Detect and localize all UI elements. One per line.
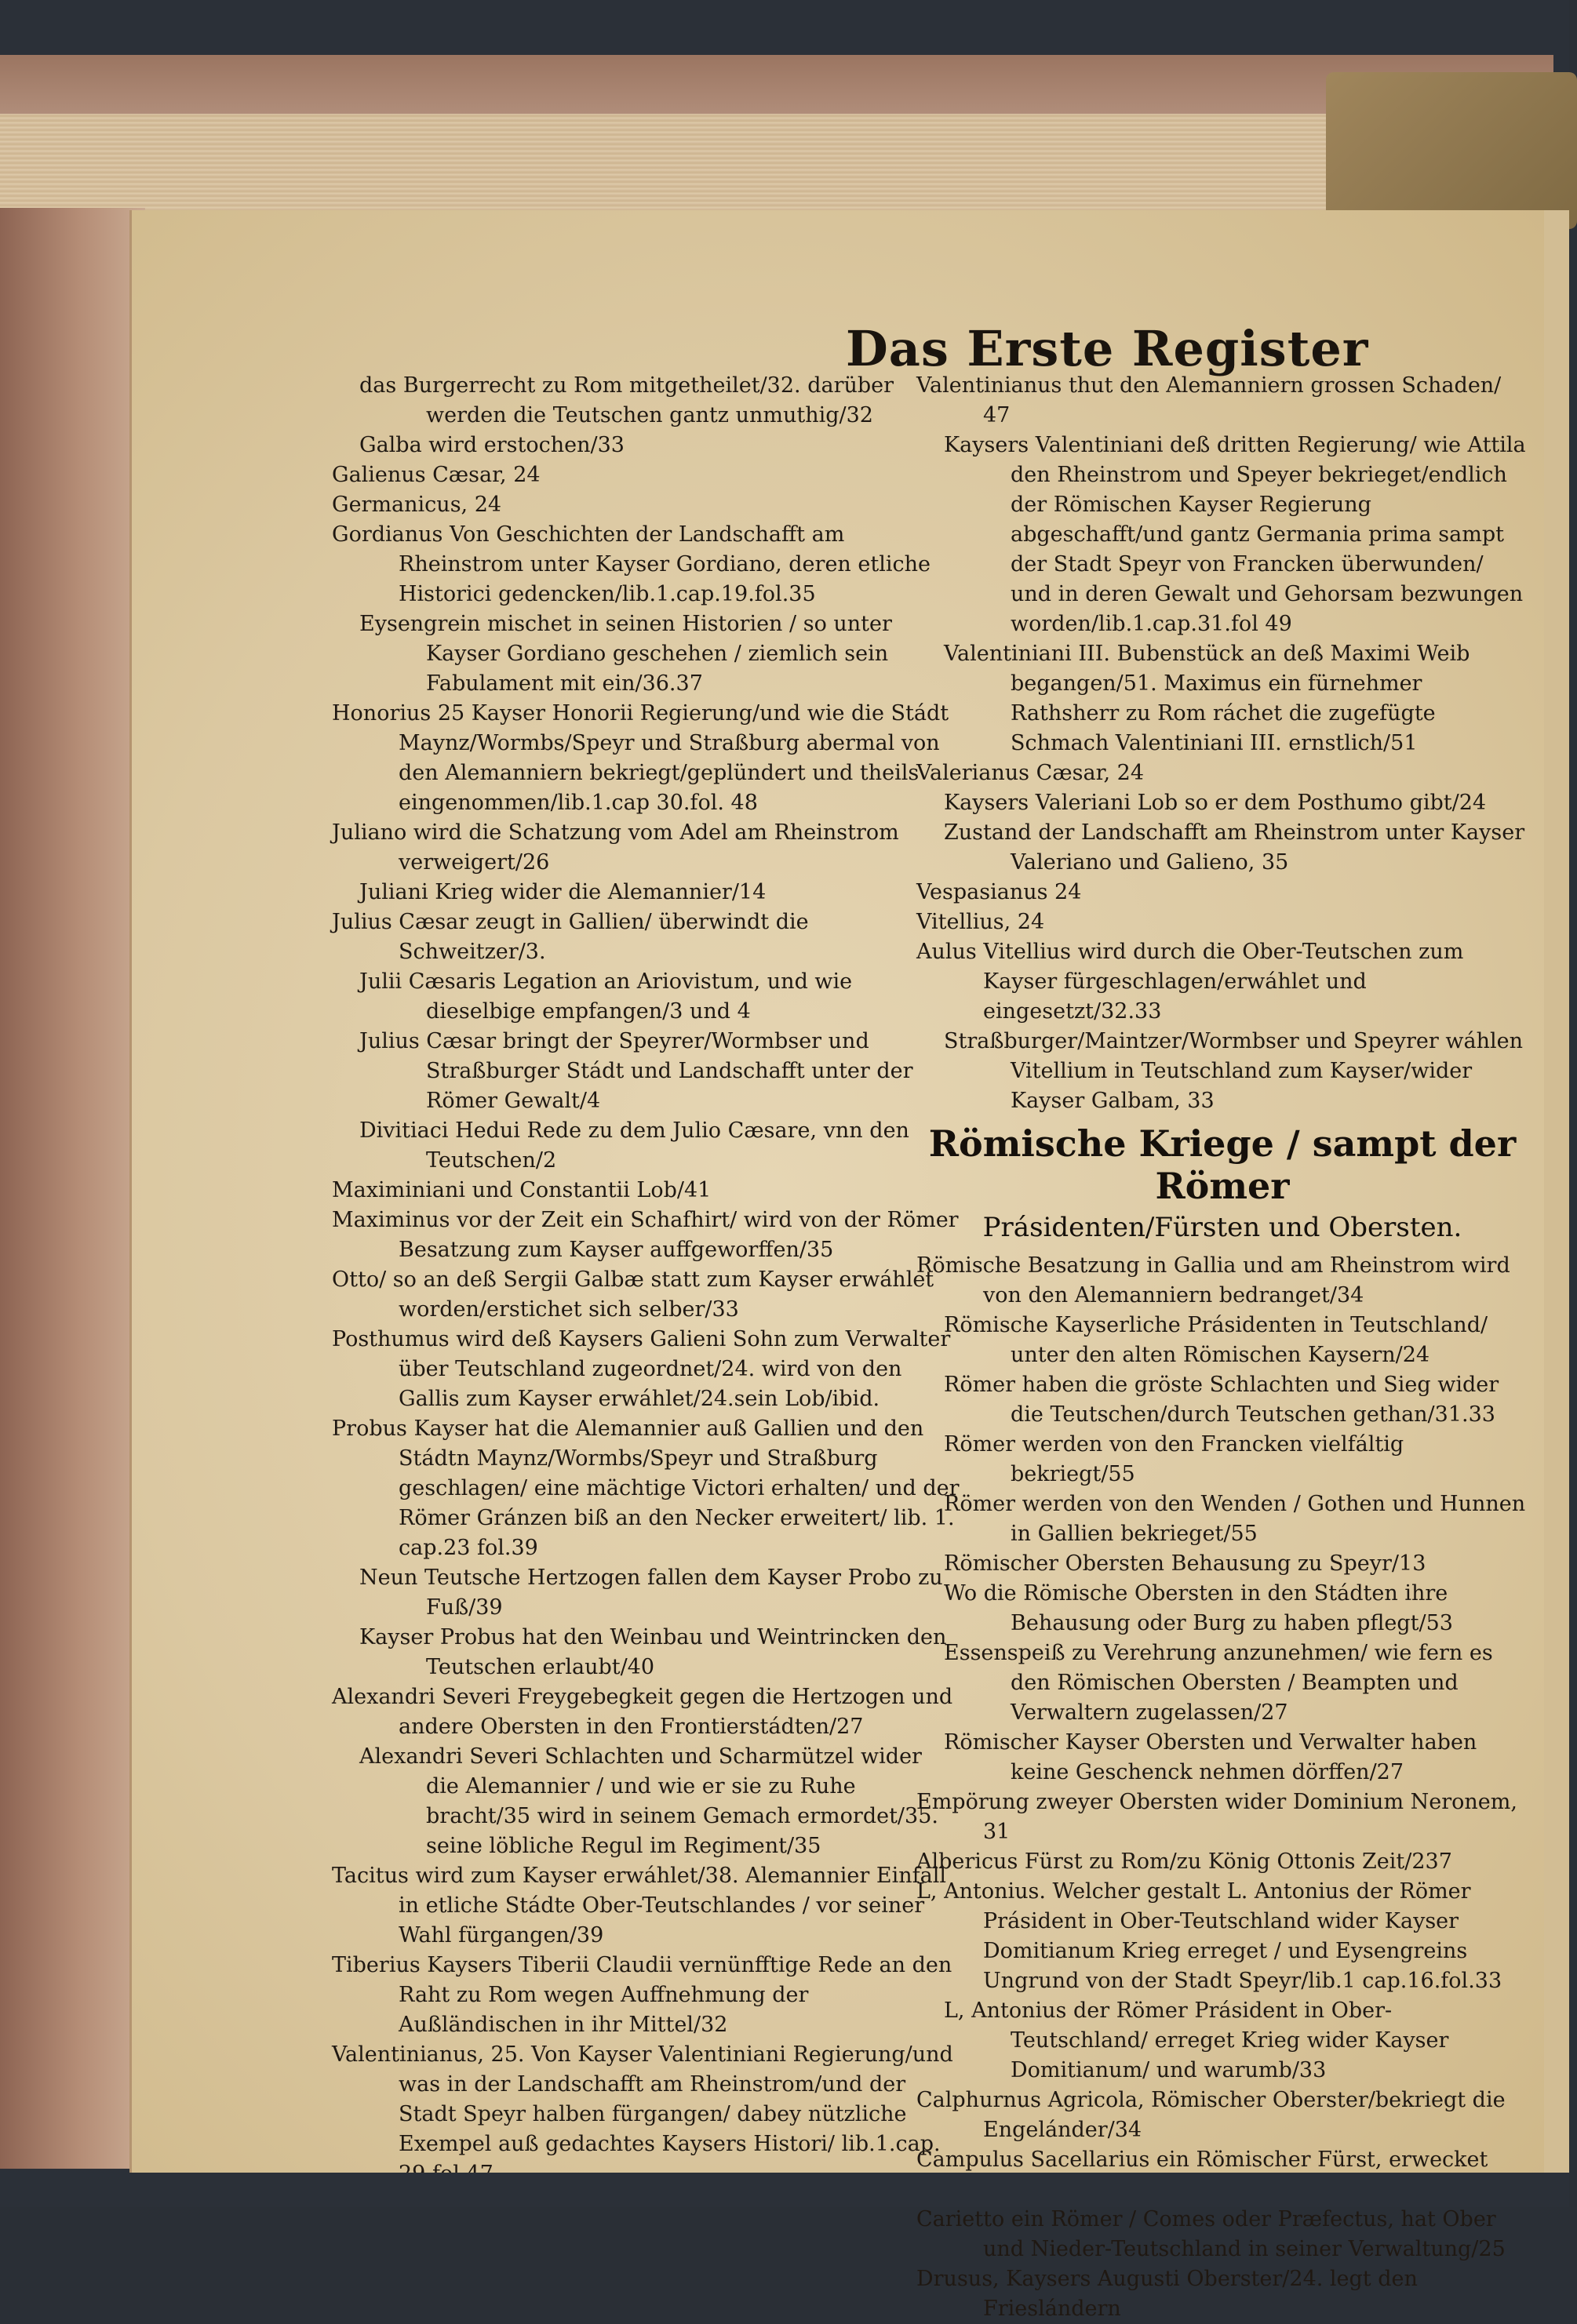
index-entry: Juliano wird die Schatzung vom Adel am Rheinstrom verweigert/26	[332, 820, 899, 875]
index-entry: Julius Cæsar zeugt in Gallien/ überwindt die Schweitzer/3.	[332, 910, 809, 964]
index-entry: Alexandri Severi Freygebegkeit gegen die Hertzogen und andere Obersten in den Frontierstádten/27	[332, 1685, 953, 1739]
index-entry: Empörung zweyer Obersten wider Dominium Neronem, 31	[916, 1790, 1517, 1844]
book-block-left	[0, 208, 145, 2169]
index-entry: Römische Besatzung in Gallia und am Rheinstrom wird von den Alemanniern bedranget/34	[916, 1253, 1510, 1307]
index-entry: Julii Cæsaris Legation an Ariovistum, und wie dieselbige empfangen/3 und 4	[359, 969, 853, 1024]
index-entry: Straßburger/Maintzer/Wormbser und Speyrer wáhlen Vitellium in Teutschland zum Kayser/wider Kayser Galbam, 33	[944, 1029, 1523, 1113]
right-column-bottom	[916, 1251, 1528, 2324]
index-entry: Valentiniani III. Bubenstück an deß Maximi Weib begangen/51. Maximus ein fürnehmer Rathsherr zu Rom ráchet die zugefügte Schmach Valentiniani III. ernstlich/51	[944, 642, 1470, 755]
index-entry: Posthumus wird deß Kaysers Galieni Sohn zum Verwalter über Teutschland zugeordnet/24. wird von den Gallis zum Kayser erwáhlet/24.sein Lob/ibid.	[332, 1327, 951, 1411]
book-spine	[1326, 72, 1577, 229]
index-entry: Galienus Cæsar, 24	[332, 463, 541, 487]
index-entry: Kaysers Valentiniani deß dritten Regierung/ wie Attila den Rheinstrom und Speyer bekrieget/endlich der Römischen Kayser Regierung abgeschafft/und gantz Germania prima sampt der Stadt Speyr von Francken überwunden/ und in deren Gewalt und Gehorsam bezwungen worden/lib.1.cap.31.fol 49	[944, 433, 1526, 636]
index-entry: das Burgerrecht zu Rom mitgetheilet/32. darüber werden die Teutschen gantz unmuthig/32	[359, 373, 894, 427]
bottom-edge	[0, 2173, 1569, 2207]
index-entry: Carietto ein Römer / Comes oder Præfectus, hat Ober und Nieder-Teutschland in seiner Verwaltung/25	[916, 2207, 1506, 2261]
section-subtitle: Prásidenten/Fürsten und Obersten.	[982, 1212, 1462, 1243]
index-entry: Honorius 25 Kayser Honorii Regierung/und wie die Stádt Maynz/Wormbs/Speyr und Straßburg abermal von den Alemanniern bekriegt/geplündert und theils eingenommen/lib.1.cap 30.fol. 48	[332, 701, 949, 815]
index-entry: Juliani Krieg wider die Alemannier/14	[359, 880, 767, 904]
index-entry: Zustand der Landschafft am Rheinstrom unter Kayser Valeriano und Galieno, 35	[944, 820, 1525, 875]
right-column	[916, 371, 1528, 2324]
index-entry: Tacitus wird zum Kayser erwáhlet/38. Alemannier Einfall in etliche Stádte Ober-Teutschlandes / vor seiner Wahl fürgangen/39	[332, 1864, 946, 1948]
index-entry: Eysengrein mischet in seinen Historien / so unter Kayser Gordiano geschehen / ziemlich sein Fabulament mit ein/36.37	[359, 612, 892, 696]
index-entry: Aulus Vitellius wird durch die Ober-Teutschen zum Kayser fürgeschlagen/erwáhlet und eingesetzt/32.33	[916, 940, 1464, 1024]
index-entry: L, Antonius. Welcher gestalt L. Antonius der Römer Prásident in Ober-Teutschland wider Kayser Domitianum Krieg erreget / und Eysengreins Ungrund von der Stadt Speyr/lib.1 cap.16.fol.33	[916, 1879, 1502, 1993]
index-entry: Galba wird erstochen/33	[359, 433, 625, 457]
index-entry: Wo die Römische Obersten in den Stádten ihre Behausung oder Burg zu haben pflegt/53	[944, 1581, 1453, 1635]
index-entry: Kayser Probus hat den Weinbau und Weintrincken den Teutschen erlaubt/40	[359, 1625, 947, 1679]
left-column	[332, 371, 960, 2189]
index-entry: Drusus, Kaysers Augusti Oberster/24. legt den Frieslándern	[916, 2267, 1418, 2321]
index-entry: Divitiaci Hedui Rede zu dem Julio Cæsare, vnn den Teutschen/2	[359, 1118, 909, 1173]
index-entry: Albericus Fürst zu Rom/zu König Ottonis Zeit/237	[916, 1849, 1452, 1874]
index-entry: Maximiniani und Constantii Lob/41	[332, 1178, 712, 1202]
index-entry: Neun Teutsche Hertzogen fallen dem Kayser Probo zu Fuß/39	[359, 1566, 943, 1620]
index-entry: Römer haben die gröste Schlachten und Sieg wider die Teutschen/durch Teutschen gethan/31.33	[944, 1373, 1499, 1427]
section-title: Römische Kriege / sampt der Römer	[928, 1122, 1517, 1207]
index-entry: Tiberius Kaysers Tiberii Claudii vernünfftige Rede an den Raht zu Rom wegen Auffnehmung der Außländischen in ihr Mittel/32	[332, 1953, 952, 2037]
index-entry: Maximinus vor der Zeit ein Schafhirt/ wird von der Römer Besatzung zum Kayser auffgeworffen/35	[332, 1208, 959, 1262]
index-entry: Probus Kayser hat die Alemannier auß Gallien und den Stádtn Maynz/Wormbs/Speyr und Straßburg geschlagen/ eine mächtige Victori erhalten/ und der Römer Gránzen biß an den Necker erweitert/ lib. 1. cap.23 fol.39	[332, 1417, 960, 1560]
index-entry: Otto/ so an deß Sergii Galbæ statt zum Kayser erwáhlet worden/erstichet sich selber/33	[332, 1267, 934, 1322]
index-entry: Gordianus Von Geschichten der Landschafft am Rheinstrom unter Kayser Gordiano, deren etliche Historici gedencken/lib.1.cap.19.fol.35	[332, 522, 931, 606]
index-entry: Essenspeiß zu Verehrung anzunehmen/ wie fern es den Römischen Obersten / Beampten und Verwaltern zugelassen/27	[944, 1641, 1493, 1725]
index-entry: Valentinianus, 25. Von Kayser Valentiniani Regierung/und was in der Landschafft am Rheinstrom/und der Stadt Speyr halben fürgangen/ dabey nützliche Exempel auß gedachtes Kaysers Histori/ lib.1.cap.	[332, 2042, 953, 2156]
index-entry: L, Antonius der Römer Prásident in Ober-Teutschland/ erreget Krieg wider Kayser Domitianum/ und warumb/33	[944, 1998, 1449, 2082]
index-entry: Germanicus, 24	[332, 493, 502, 517]
index-entry: Alexandri Severi Schlachten und Scharmützel wider die Alemannier / und wie er sie zu Ruhe bracht/35 wird in seinem Gemach ermordet/35. seine löbliche Regul im Regiment/35	[359, 1744, 938, 1858]
index-entry: Römer werden von den Francken vielfáltig bekriegt/55	[944, 1432, 1404, 1486]
right-column-top	[916, 371, 1528, 1116]
register-page	[129, 210, 1544, 2321]
index-entry: Valentinianus thut den Alemanniern grossen Schaden/ 47	[916, 373, 1502, 427]
index-entry: Vitellius, 24	[916, 910, 1045, 934]
index-entry: Römischer Obersten Behausung zu Speyr/13	[944, 1551, 1426, 1576]
index-entry: Römische Kayserliche Prásidenten in Teutschland/ unter den alten Römischen Kaysern/24	[944, 1313, 1488, 1367]
page-heading: Das Erste Register	[846, 320, 1369, 377]
index-entry: Vespasianus 24	[916, 880, 1082, 904]
index-entry: Römischer Kayser Obersten und Verwalter haben keine Geschenck nehmen dörffen/27	[944, 1730, 1477, 1784]
index-entry: Julius Cæsar bringt der Speyrer/Wormbser und Straßburger Stádt und Landschafft unter der Römer Gewalt/4	[359, 1029, 913, 1113]
index-entry: Calphurnus Agricola, Römischer Oberster/bekriegt die Engelánder/34	[916, 2088, 1506, 2142]
index-entry: Kaysers Valeriani Lob so er dem Posthumo gibt/24	[944, 791, 1487, 815]
index-entry: Valerianus Cæsar, 24	[916, 761, 1145, 785]
index-entry: Römer werden von den Wenden / Gothen und Hunnen in Gallien bekrieget/55	[944, 1492, 1526, 1546]
index-entry: Campulus Sacellarius ein Römischer Fürst, erwecket	[916, 2148, 1488, 2172]
